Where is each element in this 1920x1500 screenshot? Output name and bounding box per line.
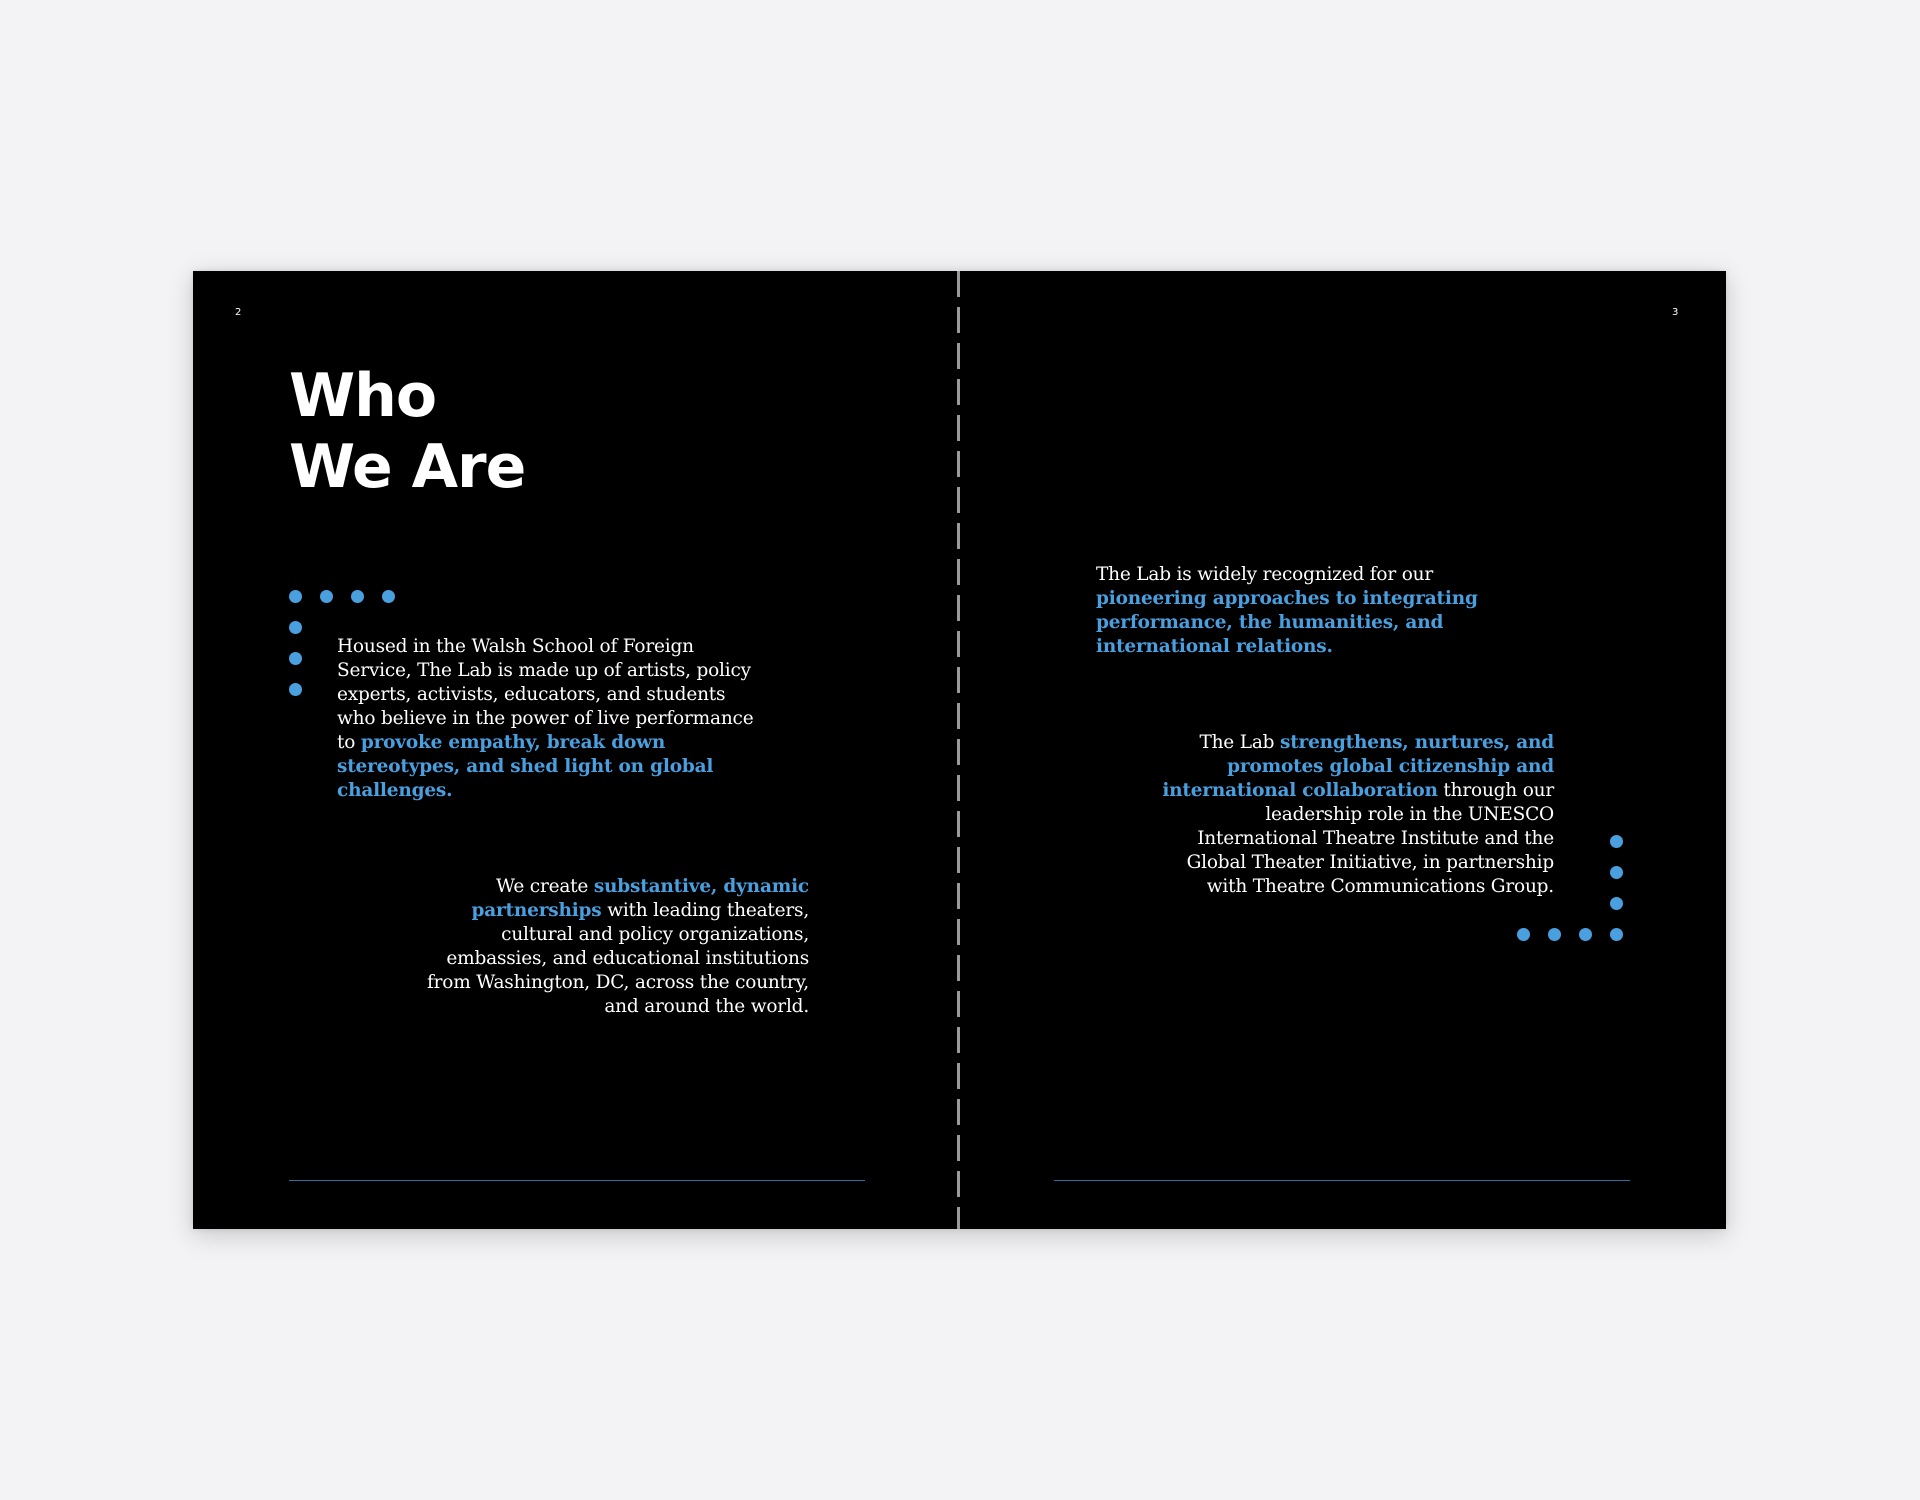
dot	[1548, 928, 1561, 941]
page-title	[289, 361, 525, 503]
citizenship-paragraph	[1156, 731, 1554, 899]
dot	[1610, 928, 1623, 941]
dot	[320, 590, 333, 603]
dot	[1517, 928, 1530, 941]
dot	[1610, 866, 1623, 879]
citizenship-highlight: strengthens, nurtures, and promotes global citizenship and international collaboration	[1162, 732, 1554, 801]
dot	[289, 590, 302, 603]
recognition-text: The Lab is widely recognized for our	[1096, 564, 1433, 585]
dot	[289, 621, 302, 634]
dot	[351, 590, 364, 603]
partnerships-paragraph	[413, 875, 809, 1019]
intro-text: Housed in the Walsh School of Foreign Service, The Lab is made up of artists, policy experts, activists, educators, and students who believe in the power of live performance to	[337, 636, 754, 753]
dot	[382, 590, 395, 603]
recognition-highlight: pioneering approaches to integrating performance, the humanities, and international relations.	[1096, 588, 1478, 657]
partnerships-text-before: We create	[496, 876, 594, 897]
dot	[1610, 835, 1623, 848]
brochure-spread	[193, 271, 1726, 1229]
citizenship-text-before: The Lab	[1199, 732, 1280, 753]
page-number-right: 3	[1672, 307, 1679, 318]
page-number-left: 2	[235, 307, 242, 318]
title-line-1: Who	[289, 361, 437, 431]
partnerships-text-after: with leading theaters, cultural and policy organizations, embassies, and educational institutions from Washington, DC, across the country, and around the world.	[426, 900, 809, 1017]
dot	[289, 652, 302, 665]
dot	[289, 683, 302, 696]
citizenship-text-after: through our leadership role in the UNESCO International Theatre Institute and the Global Theater Initiative, in partnership with Theatre Communications Group.	[1186, 780, 1554, 897]
title-line-2: We Are	[289, 432, 526, 502]
footer-rule-right	[1054, 1180, 1630, 1181]
right-page	[960, 271, 1726, 1229]
footer-rule-left	[289, 1180, 865, 1181]
intro-highlight: provoke empathy, break down stereotypes, and shed light on global challenges.	[337, 732, 714, 801]
recognition-paragraph	[1096, 563, 1516, 659]
dot	[1610, 897, 1623, 910]
left-page	[193, 271, 959, 1229]
intro-paragraph	[337, 635, 757, 803]
partnerships-highlight: substantive, dynamic partnerships	[471, 876, 809, 921]
dot	[1579, 928, 1592, 941]
